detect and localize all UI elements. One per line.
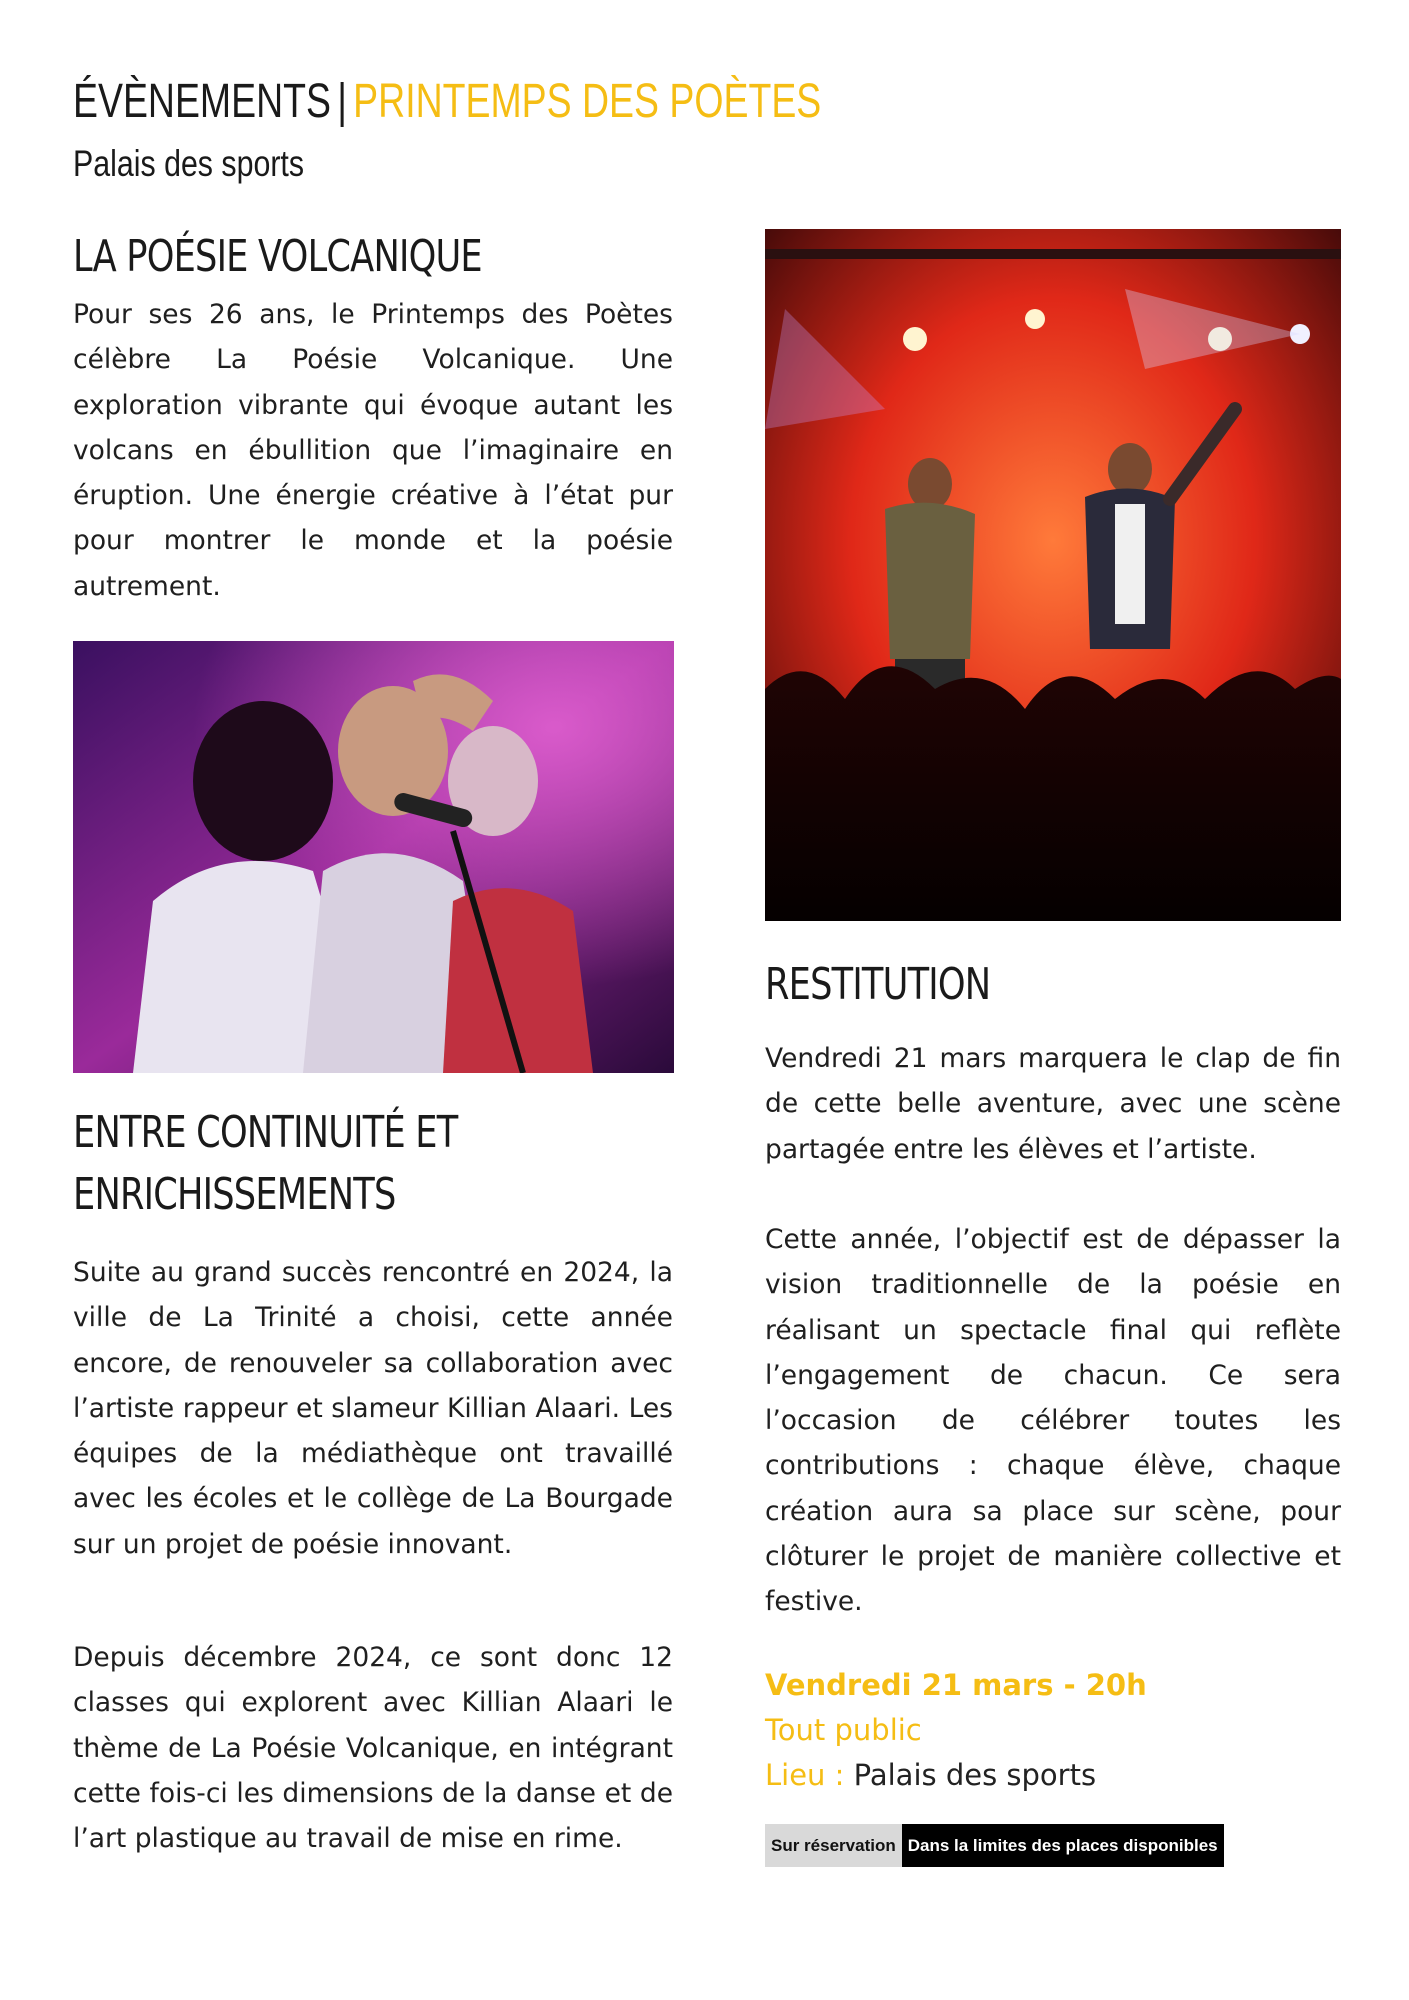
header-category: ÉVÈNEMENTS bbox=[73, 75, 331, 128]
header-venue: Palais des sports bbox=[73, 143, 305, 184]
tag-reservation: Sur réservation bbox=[765, 1824, 902, 1867]
section-body-restitution-2: Cette année, l’objectif est de dépasser la vision traditionnelle de la poésie en réalisant un spectacle final qui reflète l’engagement de chacun. Ce sera l’occasion de célébrer toutes les contributions : chaque élève, chaque création aura sa place sur scène, pour clôturer le projet de manière collective et festive. bbox=[765, 1224, 1341, 1618]
section-title-continuite-line2: ENRICHISSEMENTS bbox=[73, 1169, 396, 1220]
page-header bbox=[73, 74, 821, 129]
event-place bbox=[765, 1753, 1096, 1798]
section-body-continuite-2: Depuis décembre 2024, ce sont donc 12 classes qui explorent avec Killian Alaari le thème de La Poésie Volcanique, en intégrant cette fois-ci les dimensions de la danse et de l’art plastique au travail de mise en rime. bbox=[73, 1642, 673, 1855]
photo-concert-stage bbox=[765, 229, 1341, 921]
section-title-restitution: RESTITUTION bbox=[765, 959, 991, 1010]
reservation-tags bbox=[765, 1824, 1224, 1867]
section-body-poesie-volcanique: Pour ses 26 ans, le Printemps des Poètes célèbre La Poésie Volcanique. Une exploration vibrante qui évoque autant les volcans en ébullition que l’imaginaire en éruption. Une énergie créative à l’état pur pour montrer le monde et la poésie autrement. bbox=[73, 299, 673, 602]
section-body-continuite-1: Suite au grand succès rencontré en 2024, la ville de La Trinité a choisi, cette année encore, de renouveler sa collaboration avec l’artiste rappeur et slameur Killian Alaari. Les équipes de la médiathèque ont travaillé avec les écoles et le collège de La Bourgade sur un projet de poésie innovant. bbox=[73, 1257, 673, 1560]
section-title-continuite-line1: ENTRE CONTINUITÉ ET bbox=[73, 1107, 458, 1158]
tag-places-limit: Dans la limites des places disponibles bbox=[902, 1824, 1224, 1867]
header-event: PRINTEMPS DES POÈTES bbox=[353, 75, 822, 128]
event-place-value: Palais des sports bbox=[853, 1758, 1097, 1792]
event-datetime: Vendredi 21 mars - 20h bbox=[765, 1668, 1147, 1702]
event-place-label: Lieu : bbox=[765, 1758, 845, 1792]
event-audience: Tout public bbox=[765, 1713, 922, 1747]
section-body-restitution-1: Vendredi 21 mars marquera le clap de fin de cette belle aventure, avec une scène partagée entre les élèves et l’artiste. bbox=[765, 1043, 1341, 1165]
header-separator: | bbox=[337, 75, 347, 128]
photo-children-singing bbox=[73, 641, 674, 1073]
photo-concert-stage-image bbox=[765, 229, 1341, 921]
section-title-poesie-volcanique: LA POÉSIE VOLCANIQUE bbox=[73, 231, 482, 282]
photo-children-singing-image bbox=[73, 641, 674, 1073]
